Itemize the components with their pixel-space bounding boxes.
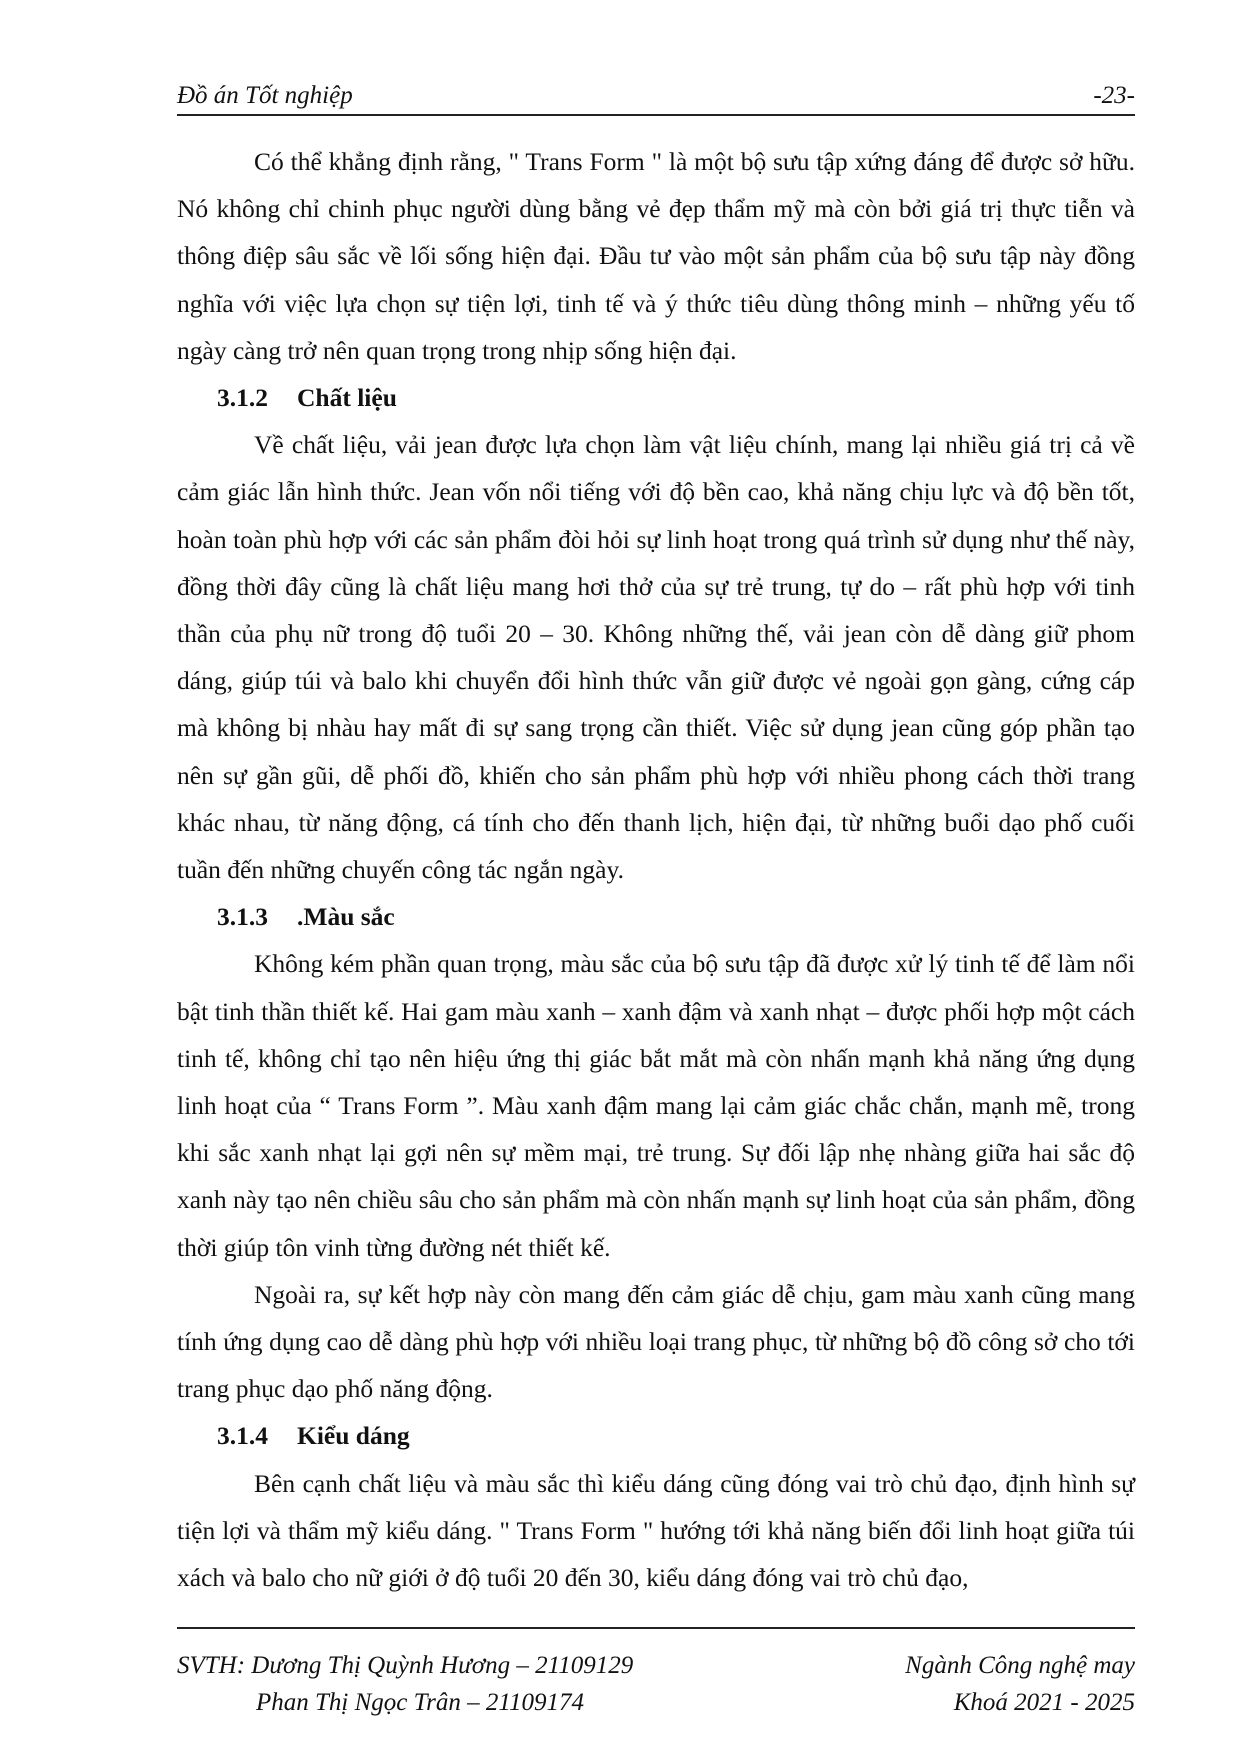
page-content (177, 138, 1135, 1601)
footer-program (905, 1647, 1135, 1721)
paragraph: Ngoài ra, sự kết hợp này còn mang đến cảm giác dễ chịu, gam màu xanh cũng mang tính ứng dụng cao dễ dàng phù hợp với nhiều loại trang phục, từ những bộ đồ công sở cho tới trang phục dạo phố năng động. (177, 1279, 1135, 1404)
page-number: -23- (1093, 82, 1135, 109)
paragraph: Có thể khẳng định rằng, " Trans Form " là một bộ sưu tập xứng đáng để được sở hữu. Nó không chỉ chinh phục người dùng bằng vẻ đẹp thẩm mỹ mà còn bởi giá trị thực tiễn và thông điệp sâu sắc về lối sống hiện đại. Đầu tư vào một sản phẩm của bộ sưu tập này đồng nghĩa với việc lựa chọn sự tiện lợi, tinh tế và ý thức tiêu dùng thông minh – những yếu tố ngày càng trở nên quan trọng trong nhịp sống hiện đại. (177, 147, 1135, 365)
major-label: Ngành Công nghệ may (905, 1652, 1135, 1679)
section-heading-3-1-2 (177, 374, 1135, 421)
footer-divider (177, 1627, 1135, 1629)
document-title: Đồ án Tốt nghiệp (177, 82, 353, 109)
section-title: Chất liệu (297, 383, 397, 413)
section-title: Kiểu dáng (297, 1421, 410, 1451)
paragraph: Bên cạnh chất liệu và màu sắc thì kiểu dáng cũng đóng vai trò chủ đạo, định hình sự tiện lợi và thẩm mỹ kiểu dáng. " Trans Form " hướng tới khả năng biến đổi linh hoạt giữa túi xách và balo cho nữ giới ở độ tuổi 20 đến 30, kiểu dáng đóng vai trò chủ đạo, (177, 1468, 1135, 1593)
section-heading-3-1-3 (177, 893, 1135, 940)
page-footer (177, 1647, 1135, 1737)
course-label: Khoá 2021 - 2025 (953, 1689, 1135, 1716)
paragraph: Về chất liệu, vải jean được lựa chọn làm vật liệu chính, mang lại nhiều giá trị cả về cảm giác lẫn hình thức. Jean vốn nổi tiếng với độ bền cao, khả năng chịu lực và độ bền tốt, hoàn toàn phù hợp với các sản phẩm đòi hỏi sự linh hoạt trong quá trình sử dụng như thế này, đồng thời đây cũng là chất liệu mang hơi thở của sự trẻ trung, tự do – rất phù hợp với tinh thần của phụ nữ trong độ tuổi 20 – 30. Không những thế, vải jean còn dễ dàng giữ phom dáng, giúp túi và balo khi chuyển đổi hình thức vẫn giữ được vẻ ngoài gọn gàng, cứng cáp mà không bị nhàu hay mất đi sự sang trọng cần thiết. Việc sử dụng jean cũng góp phần tạo nên sự gần gũi, dễ phối đồ, khiến cho sản phẩm phù hợp với nhiều phong cách thời trang khác nhau, từ năng động, cá tính cho đến thanh lịch, hiện đại, từ những buổi dạo phố cuối tuần đến những chuyến công tác ngắn ngày. (177, 430, 1135, 885)
author-line: Phan Thị Ngọc Trân – 21109174 (256, 1689, 585, 1716)
paragraph: Không kém phần quan trọng, màu sắc của bộ sưu tập đã được xử lý tinh tế để làm nổi bật tinh thần thiết kế. Hai gam màu xanh – xanh đậm và xanh nhạt – được phối hợp một cách tinh tế, không chỉ tạo nên hiệu ứng thị giác bắt mắt mà còn nhấn mạnh khả năng ứng dụng linh hoạt của “ Trans Form ”. Màu xanh đậm mang lại cảm giác chắc chắn, mạnh mẽ, trong khi sắc xanh nhạt lại gợi nên sự mềm mại, trẻ trung. Sự đối lập nhẹ nhàng giữa hai sắc độ xanh này tạo nên chiều sâu cho sản phẩm mà còn nhấn mạnh sự linh hoạt của sản phẩm, đồng thời giúp tôn vinh từng đường nét thiết kế. (177, 949, 1135, 1262)
section-number: 3.1.2 (217, 383, 268, 413)
footer-authors (177, 1647, 633, 1721)
author-line: SVTH: Dương Thị Quỳnh Hương – 21109129 (177, 1652, 634, 1679)
page-header (177, 78, 1135, 116)
section-title: .Màu sắc (297, 902, 395, 932)
section-number: 3.1.4 (217, 1421, 268, 1451)
section-number: 3.1.3 (217, 902, 268, 932)
section-heading-3-1-4 (177, 1412, 1135, 1459)
